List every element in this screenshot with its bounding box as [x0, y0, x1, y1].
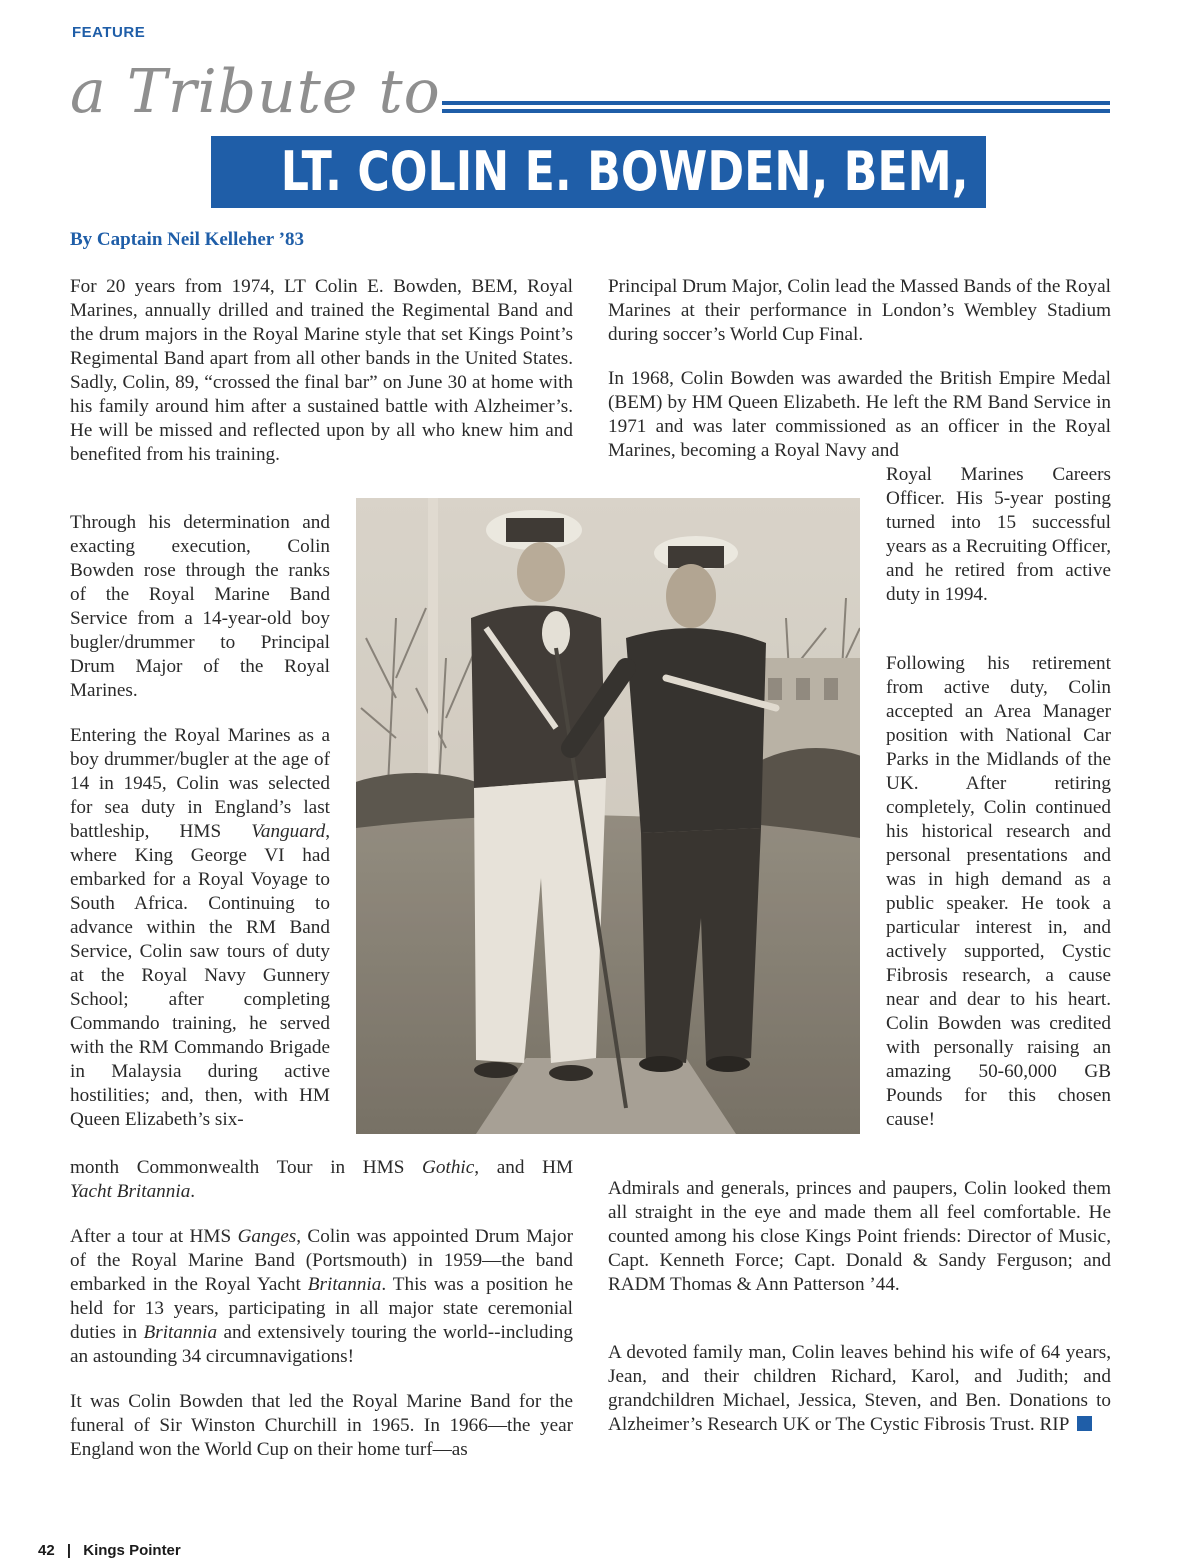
right-paragraph-4: Admirals and generals, princes and paupers, Colin looked them all straight in the eye and made them all feel comfortable. He counted among his close Kings Point friends: Director of Music, Capt. Kenneth Force; Capt. Donald & Sandy Ferguson; and RADM Thomas & Ann Patterson ’44. [608, 1178, 1111, 1295]
ship-name-ganges: Ganges [237, 1226, 297, 1247]
title-rule-top [442, 101, 1110, 105]
p3-text-d: , and HM [474, 1157, 574, 1178]
magazine-name: Kings Pointer [83, 1542, 181, 1559]
byline: By Captain Neil Kelleher ’83 [70, 229, 304, 250]
section-label: FEATURE [72, 24, 146, 41]
right-paragraph-3: Following his retirement from active duty, Colin accepted an Area Manager position with National Car Parks in the Midlands of the UK. After retiring completely, Colin continued his historical research and personal presentations and was in high demand as a public speaker. He took a particular interest in, and actively supported, Cystic Fibrosis research, a cause near and dear to his heart. Colin Bowden was credited with personally raising an amazing 50-60,000 GB Pounds for this chosen cause! [886, 653, 1111, 1130]
ship-name-britannia: Britannia [307, 1274, 382, 1295]
p3-text-e: . [190, 1181, 196, 1202]
vintage-photo-icon [356, 498, 860, 1134]
p4-text-b: , Colin was appointed Drum Major of the Royal Marine Band (Portsmouth) in 1959—the band embarked in the Royal Yacht [70, 1226, 574, 1295]
left-paragraph-3-last-line [70, 1180, 195, 1204]
page-number: 42 [38, 1542, 55, 1559]
p4-text-d: and extensively touring the world--including an astounding 34 circumnavigations! [70, 1322, 573, 1367]
name-banner [211, 136, 1063, 208]
right-paragraph-2: In 1968, Colin Bowden was awarded the British Empire Medal (BEM) by HM Queen Elizabeth. He left the RM Band Service in 1971 and was later commissioned as an officer in the Royal Marines, becoming a Royal Navy and [608, 368, 1111, 461]
p3-text-b: , where King George VI had embarked for a Royal Voyage to South Africa. Continuing to advance within the RM Band Service, Colin saw tours of duty at the Royal Navy Gunnery School; after completing Commando training, he served with the RM Commando Brigade in Malaysia during active hostilities; and, then, with HM Queen Elizabeth’s six- [70, 821, 330, 1130]
article-title: LT. COLIN E. BOWDEN, BEM, RM [280, 140, 1063, 203]
end-mark-icon [1077, 1416, 1092, 1431]
ship-name-yacht-britannia: Yacht Britannia [70, 1181, 191, 1202]
ship-name-gothic: Gothic [422, 1157, 475, 1178]
closing-text: A devoted family man, Colin leaves behind his wife of 64 years, Jean, and their children Richard, Karol, and Judith; and grandchildren Michael, Jessica, Steven, and Ben. Donations to Alzheimer’s Research UK or The Cystic Fibrosis Trust. RIP [608, 1342, 1111, 1435]
p4-text-a: After a tour at HMS [70, 1226, 238, 1247]
footer-separator: | [66, 1542, 72, 1559]
left-paragraph-4 [70, 1225, 573, 1369]
right-paragraph-1: Principal Drum Major, Colin lead the Massed Bands of the Royal Marines at their performance in London’s Wembley Stadium during soccer’s World Cup Final. [608, 276, 1111, 345]
p4-text-c: . This was a position he held for 13 years, participating in all major state ceremonial duties in [70, 1274, 573, 1343]
left-paragraph-1: For 20 years from 1974, LT Colin E. Bowden, BEM, Royal Marines, annually drilled and trained the Regimental Band and the drum majors in the Royal Marine style that set Kings Point’s Regimental Band apart from all other bands in the United States. Sadly, Colin, 89, “crossed the final bar” on June 30 at home with his family around him after a sustained battle with Alzheimer’s. He will be missed and reflected upon by all who knew him and benefited from his training. [70, 276, 573, 465]
p3-text-a: Entering the Royal Marines as a boy drummer/bugler at the age of 14 in 1945, Colin was selected for sea duty in England’s last battleship, HMS [70, 725, 330, 842]
left-paragraph-5: It was Colin Bowden that led the Royal Marine Band for the funeral of Sir Winston Churchill in 1965. In 1966—the year England won the World Cup on their home turf—as [70, 1391, 573, 1460]
left-paragraph-2: Through his determination and exacting execution, Colin Bowden rose through the ranks of the Royal Marine Band Service from a 14-year-old boy bugler/drummer to Principal Drum Major of the Royal Marines. [70, 512, 330, 701]
p3-text-c: month Commonwealth Tour in HMS [70, 1157, 423, 1178]
tribute-heading: a Tribute to [70, 57, 441, 127]
ship-name-vanguard: Vanguard [251, 821, 326, 842]
left-paragraph-3-wide-line [70, 1156, 573, 1180]
page-footer [38, 1542, 181, 1559]
right-paragraph-5 [608, 1341, 1111, 1437]
ship-name-britannia-2: Britannia [143, 1322, 218, 1343]
left-paragraph-3 [70, 724, 330, 1132]
title-rule-bottom [442, 109, 1110, 113]
right-paragraph-2-continued: Royal Marines Careers Officer. His 5-year posting turned into 15 successful years as a Recruiting Officer, and he retired from active duty in 1994. [886, 464, 1111, 605]
